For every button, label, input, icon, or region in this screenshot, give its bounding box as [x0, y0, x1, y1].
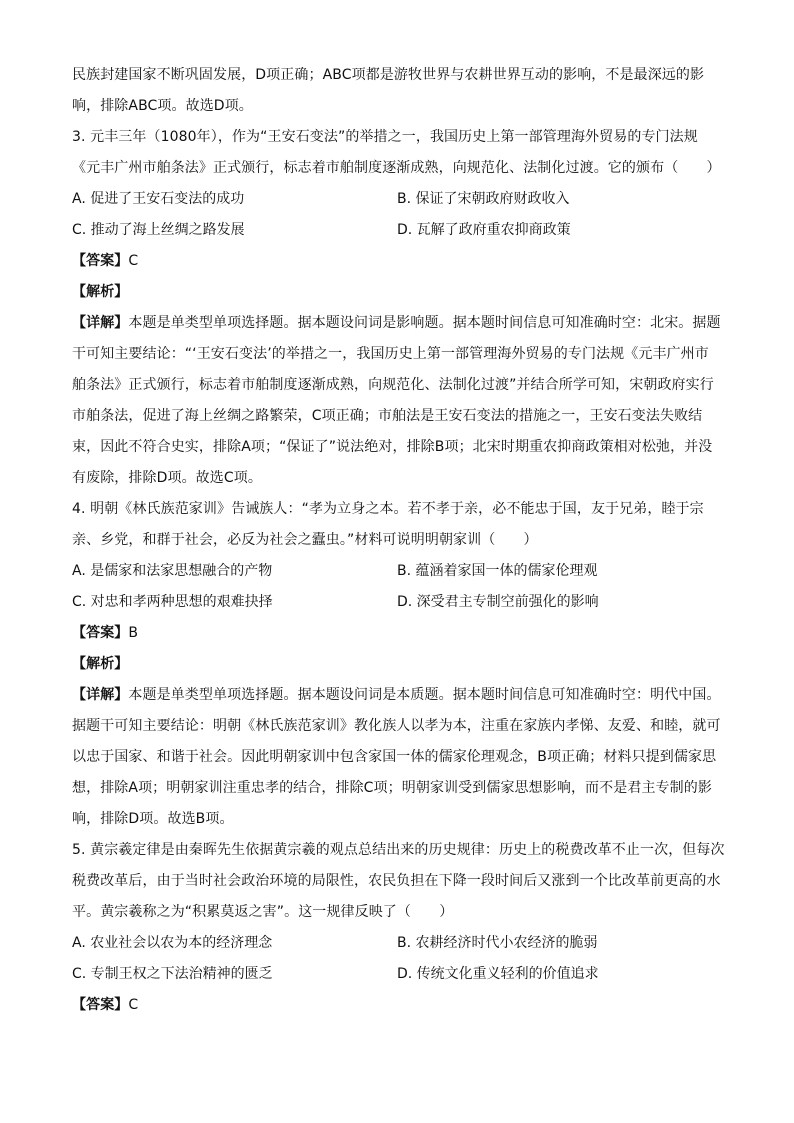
detail-line — [72, 680, 722, 711]
detail-line: 响，排除D项。故选B项。 — [72, 811, 234, 827]
option-d: D. 深受君主专制空前强化的影响 — [397, 594, 599, 610]
answer-line — [72, 246, 722, 277]
question-5 — [72, 835, 725, 1021]
paragraph-line: 响，排除ABC项。故选D项。 — [72, 98, 253, 114]
analysis-tag: 【解析】 — [72, 656, 129, 672]
detail-line: 舶条法》正式颁行，标志着市舶制度逐渐成熟，向规范化、法制化过渡”并结合所学可知，宋朝政府实行 — [72, 377, 714, 393]
options-row — [72, 959, 722, 990]
question-stem-line: 亲、乡党，和群于社会，必反为社会之蠹虫。”材料可说明明朝家训（ ） — [72, 532, 538, 548]
options-row — [72, 587, 722, 618]
question-3 — [72, 122, 722, 494]
analysis-tag: 【解析】 — [72, 284, 129, 300]
option-d: D. 瓦解了政府重农抑商政策 — [397, 222, 571, 238]
detail-line — [72, 308, 722, 339]
document-page — [72, 60, 725, 1021]
options-row — [72, 928, 722, 959]
option-a: A. 促进了王安石变法的成功 — [72, 191, 245, 207]
answer-value: C — [128, 997, 139, 1013]
answer-line — [72, 990, 722, 1021]
detail-tag: 【详解】 — [72, 315, 129, 331]
detail-line: 有废除，排除D项。故选C项。 — [72, 470, 262, 486]
options-row — [72, 556, 722, 587]
question-stem-line: 4. 明朝《林氏族范家训》告诫族人：“孝为立身之本。若不孝于亲，必不能忠于国，友于兄弟，睦于宗 — [72, 501, 704, 517]
option-c: C. 推动了海上丝绸之路发展 — [72, 222, 245, 238]
option-b: B. 蕴涵着家国一体的儒家伦理观 — [397, 563, 598, 579]
answer-tag: 【答案】 — [72, 253, 129, 269]
options-row — [72, 215, 722, 246]
options-row — [72, 184, 722, 215]
detail-line: 想，排除A项；明朝家训注重忠孝的结合，排除C项；明朝家训受到儒家思想影响，而不是君主专制的影 — [72, 780, 712, 796]
answer-value: C — [128, 253, 139, 269]
question-stem-line: 平。黄宗羲称之为“积累莫返之害”。这一规律反映了（ ） — [72, 904, 454, 920]
detail-line: 据题干可知主要结论：明朝《林氏族范家训》教化族人以孝为本，注重在家族内孝悌、友爱、和睦，就可 — [72, 718, 721, 734]
question-stem-line: 税费改革后，由于当时社会政治环境的局限性，农民负担在下降一段时间后又涨到一个比改革前更高的水 — [72, 873, 721, 889]
question-stem-line: 3. 元丰三年（1080年），作为“王安石变法”的举措之一，我国历史上第一部管理海外贸易的专门法规 — [72, 129, 698, 145]
option-a: A. 是儒家和法家思想融合的产物 — [72, 563, 273, 579]
detail-line: 以忠于国家、和谐于社会。因此明朝家训中包含家国一体的儒家伦理观念，B项正确；材料只提到儒家思 — [72, 749, 717, 765]
detail-line: 干可知主要结论：“‘王安石变法’的举措之一，我国历史上第一部管理海外贸易的专门法规《元丰广州市 — [72, 346, 709, 362]
answer-tag: 【答案】 — [72, 625, 129, 641]
detail-text: 本题是单类型单项选择题。据本题设问词是影响题。据本题时间信息可知准确时空：北宋。据题 — [128, 315, 721, 331]
option-b: B. 农耕经济时代小农经济的脆弱 — [397, 935, 598, 951]
detail-line: 束，因此不符合史实，排除A项；“保证了”说法绝对，排除B项；北宋时期重农抑商政策相对松弛，并没 — [72, 439, 713, 455]
question-4 — [72, 494, 722, 835]
answer-tag: 【答案】 — [72, 997, 129, 1013]
option-d: D. 传统文化重义轻利的价值追求 — [397, 966, 599, 982]
analysis-line — [72, 277, 722, 308]
analysis-line — [72, 649, 722, 680]
answer-value: B — [128, 625, 139, 641]
answer-line — [72, 618, 722, 649]
detail-tag: 【详解】 — [72, 687, 129, 703]
detail-text: 本题是单类型单项选择题。据本题设问词是本质题。据本题时间信息可知准确时空：明代中国。 — [128, 687, 721, 703]
question-stem-line: 《元丰广州市舶条法》正式颁行，标志着市舶制度逐渐成熟，向规范化、法制化过渡。它的颁布（ ） — [72, 160, 721, 176]
option-c: C. 专制王权之下法治精神的匮乏 — [72, 966, 273, 982]
option-c: C. 对忠和孝两种思想的艰难抉择 — [72, 594, 273, 610]
option-b: B. 保证了宋朝政府财政收入 — [397, 191, 570, 207]
question-stem-line: 5. 黄宗羲定律是由秦晖先生依据黄宗羲的观点总结出来的历史规律：历史上的税费改革不止一次，但每次 — [72, 842, 725, 858]
option-a: A. 农业社会以农为本的经济理念 — [72, 935, 273, 951]
paragraph-line: 民族封建国家不断巩固发展，D项正确；ABC项都是游牧世界与农耕世界互动的影响，不是最深远的影 — [72, 67, 705, 83]
detail-line: 市舶条法，促进了海上丝绸之路繁荣，C项正确；市舶法是王安石变法的措施之一，王安石变法失败结 — [72, 408, 703, 424]
